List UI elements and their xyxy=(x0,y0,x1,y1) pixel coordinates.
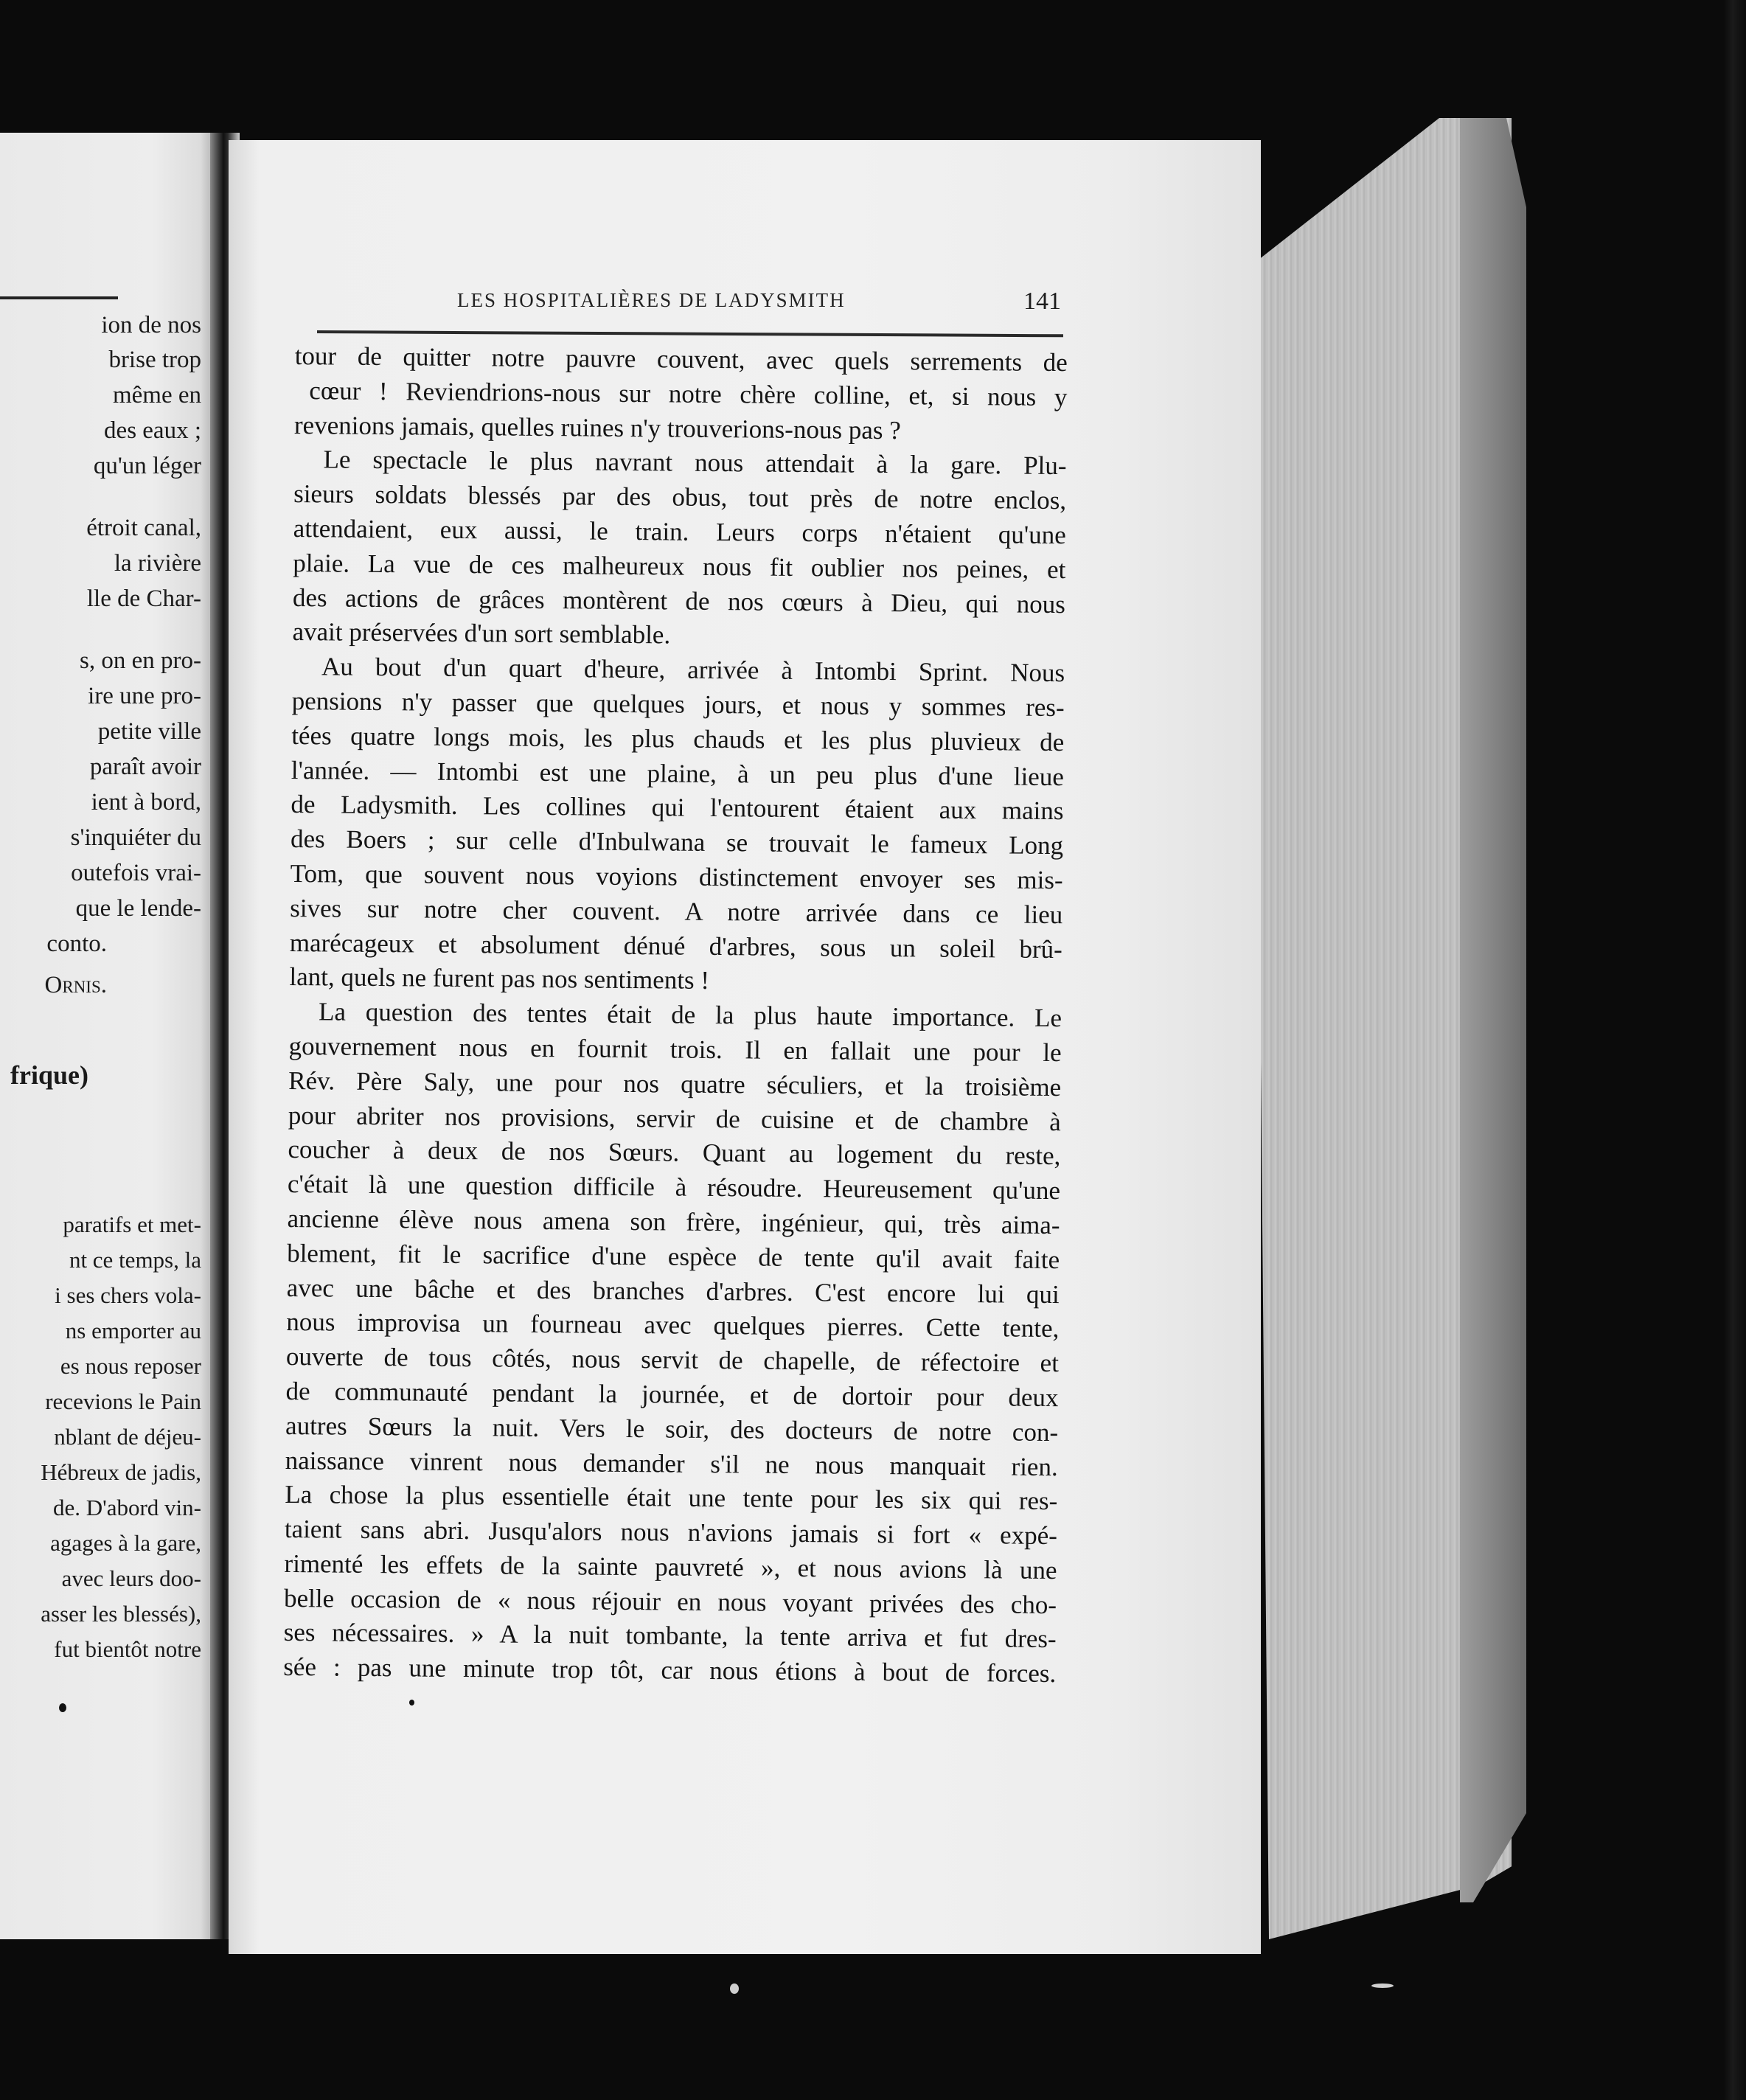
left-line: étroit canal, xyxy=(86,515,201,541)
dust-speck xyxy=(730,1983,739,1994)
left-line: s, on en pro- xyxy=(80,647,201,674)
text-line: ancienne élève nous amena son frère, ingénieur, qui, très aima- xyxy=(287,1203,1060,1240)
text-line: rimenté les effets de la sainte pauvreté », et nous avions là une xyxy=(284,1548,1057,1585)
text-line: Tom, que souvent nous voyions distinctement envoyer ses mis- xyxy=(290,858,1063,895)
text-line: des Boers ; sur celle d'Inbulwana se trouvait le fameux Long xyxy=(290,824,1064,860)
left-line: recevions le Pain xyxy=(45,1388,201,1414)
text-line: plaie. La vue de ces malheureux nous fit oublier nos peines, et xyxy=(293,548,1066,584)
left-line: asser les blessés), xyxy=(41,1601,201,1627)
text-line: sives sur notre cher couvent. A notre arrivée dans ce lieu xyxy=(290,893,1063,929)
left-line: nblant de déjeu- xyxy=(54,1424,201,1450)
dust-speck xyxy=(409,1700,414,1706)
left-line: la rivière xyxy=(114,550,201,577)
text-line: taient sans abri. Jusqu'alors nous n'avions jamais si fort « expé- xyxy=(284,1515,1058,1551)
left-line: es nous reposer xyxy=(60,1353,201,1379)
text-line: avait préservées d'un sort semblable. xyxy=(292,617,671,650)
left-line: nt ce temps, la xyxy=(69,1247,201,1273)
text-line: attendaient, eux aussi, le train. Leurs corps n'étaient qu'une xyxy=(293,513,1066,550)
running-head: LES HOSPITALIÈRES DE LADYSMITH xyxy=(457,289,846,311)
left-line: fut bientôt notre xyxy=(54,1636,201,1662)
left-heading: frique) xyxy=(10,1060,88,1090)
text-line: l'année. — Intombi est une plaine, à un peu plus d'une lieue xyxy=(291,755,1065,791)
text-line: blement, fit le sacrifice d'une espèce de tente qu'il avait faite xyxy=(287,1238,1060,1274)
left-line: que le lende- xyxy=(75,895,201,922)
text-line: marécageux et absolument dénué d'arbres, sous un soleil brû- xyxy=(289,928,1062,964)
page-number: 141 xyxy=(1023,288,1061,315)
text-line: Au bout d'un quart d'heure, arrivée à Intombi Sprint. Nous xyxy=(321,652,1065,688)
book-spine-shadow xyxy=(1460,118,1526,1902)
text-line: coucher à deux de nos Sœurs. Quant au logement du reste, xyxy=(288,1135,1061,1171)
left-line: ire une pro- xyxy=(88,683,201,709)
text-line: avec une bâche et des branches d'arbres. C'est encore lui qui xyxy=(286,1273,1060,1309)
text-line: belle occasion de « nous réjouir en nous voyant privées des cho- xyxy=(283,1583,1057,1619)
text-line: des actions de grâces montèrent de nos cœurs à Dieu, qui nous xyxy=(292,583,1066,619)
left-line: paraît avoir xyxy=(89,754,201,780)
left-line: de. D'abord vin- xyxy=(52,1495,201,1520)
left-page xyxy=(0,133,218,1939)
dust-speck xyxy=(59,1703,66,1712)
text-line: cœur ! Reviendrions-nous sur notre chère colline, et, si nous y xyxy=(309,375,1068,411)
left-line: ion de nos xyxy=(101,312,201,338)
text-line: de Ladysmith. Les collines qui l'entourent étaient aux mains xyxy=(291,790,1064,826)
left-line: i ses chers vola- xyxy=(55,1282,201,1308)
left-line: qu'un léger xyxy=(93,453,201,479)
left-line: paratifs et met- xyxy=(63,1211,201,1237)
left-page-rule xyxy=(0,296,118,299)
left-line: petite ville xyxy=(97,718,201,745)
left-line: outefois vrai- xyxy=(71,860,201,886)
text-line: lant, quels ne furent pas nos sentiments ! xyxy=(289,962,710,995)
text-line: c'était là une question difficile à résoudre. Heureusement qu'une xyxy=(287,1169,1061,1206)
text-line: sieurs soldats blessés par des obus, tout près de notre enclos, xyxy=(293,479,1067,515)
text-line: tées quatre longs mois, les plus chauds et les plus pluvieux de xyxy=(291,720,1065,757)
text-line: ses nécessaires. » A la nuit tombante, la tente arriva et fut dres- xyxy=(283,1618,1057,1654)
left-line: conto. xyxy=(46,931,107,957)
body-text xyxy=(283,339,1068,1692)
left-line: ns emporter au xyxy=(65,1318,201,1343)
text-line: La question des tentes était de la plus haute importance. Le xyxy=(318,997,1062,1033)
film-edge xyxy=(1724,0,1746,2100)
dust-speck xyxy=(1371,1983,1394,1988)
text-line: gouvernement nous en fournit trois. Il en fallait une pour le xyxy=(288,1031,1062,1068)
left-signature: Ornis. xyxy=(44,972,107,998)
text-line: Rév. Père Saly, une pour nos quatre séculiers, et la troisième xyxy=(288,1065,1062,1102)
left-line: ient à bord, xyxy=(91,789,201,816)
left-line: brise trop xyxy=(108,347,201,373)
text-line: pensions n'y passer que quelques jours, et nous y sommes res- xyxy=(291,686,1065,723)
text-line: de communauté pendant la journée, et de dortoir pour deux xyxy=(285,1376,1059,1412)
text-line: nous improvisa un fourneau avec quelques pierres. Cette tente, xyxy=(286,1307,1060,1343)
left-line: des eaux ; xyxy=(104,417,201,444)
text-line: Le spectacle le plus navrant nous attendait à la gare. Plu- xyxy=(323,445,1067,481)
text-line: La chose la plus essentielle était une tente pour les six qui res- xyxy=(285,1480,1058,1516)
left-line: s'inquiéter du xyxy=(70,824,201,851)
text-line: autres Sœurs la nuit. Vers le soir, des docteurs de notre con- xyxy=(285,1411,1059,1447)
text-line: pour abriter nos provisions, servir de cuisine et de chambre à xyxy=(288,1100,1061,1136)
left-line: Hébreux de jadis, xyxy=(41,1459,201,1485)
left-line: avec leurs doo- xyxy=(61,1565,201,1591)
text-line: tour de quitter notre pauvre couvent, avec quels serrements de xyxy=(294,341,1068,378)
text-line: naissance vinrent nous demander s'il ne nous manquait rien. xyxy=(285,1445,1058,1481)
text-line: revenions jamais, quelles ruines n'y trouverions-nous pas ? xyxy=(293,410,901,445)
left-line: agages à la gare, xyxy=(50,1530,201,1556)
text-line: ouverte de tous côtés, nous servit de chapelle, de réfectoire et xyxy=(285,1342,1060,1378)
text-line: sée : pas une minute trop tôt, car nous étions à bout de forces. xyxy=(283,1652,1057,1689)
left-line: même en xyxy=(112,382,201,408)
left-line: lle de Char- xyxy=(86,585,201,612)
